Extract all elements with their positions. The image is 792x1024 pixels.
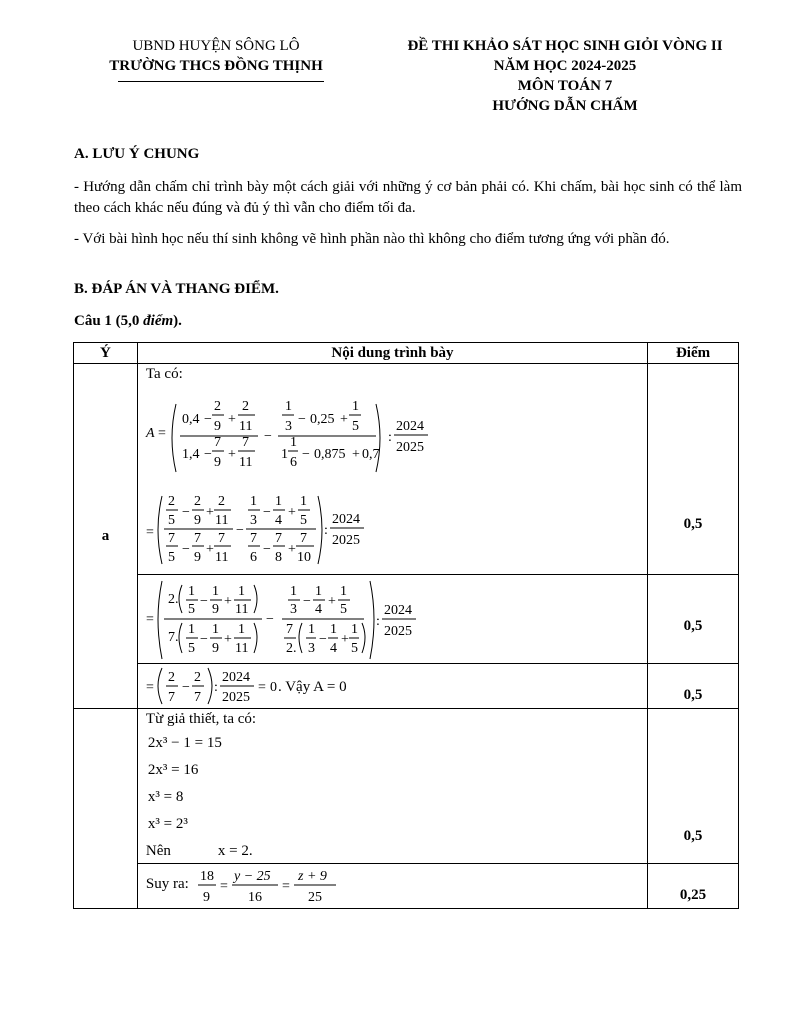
equation-2: 2x³ = 16 [147,762,199,778]
question-1-label: Câu 1 (5,0 điểm). [74,313,182,329]
subject: MÔN TOÁN 7 [517,78,613,94]
math-sym: + [223,594,232,609]
math-num: 4 [274,513,282,528]
content-cell [137,364,647,575]
math-num: 2024 [221,670,250,685]
math-num: 1 [249,494,257,509]
math-num: 5 [299,513,307,528]
math-num: 9 [211,602,219,617]
math-sym: + [205,542,214,557]
math-num: 2 [193,494,201,509]
math-num: 5 [187,641,195,656]
math-sym: − [297,412,306,427]
math-num: 1 [187,584,195,599]
math-num: 7 [285,622,293,637]
math-num: 1 [314,584,322,599]
math-num: 7 [249,531,257,546]
grading-table [73,342,739,909]
math-num: 11 [214,513,229,528]
math-expr: y − 25 [233,869,271,884]
math-num: 5 [350,641,358,656]
math-num: 9 [193,513,201,528]
math-sym: − [318,632,327,647]
math-num: 7 [213,435,221,450]
formula-a-definition [138,364,648,574]
math-num: 7 [299,531,307,546]
math-num: 2. [167,592,179,607]
math-num: 1 [299,494,307,509]
math-num: 11 [238,455,253,470]
math-num: 0,4 [181,412,200,427]
math-sym: = [145,612,154,627]
col-header-part: Ý [74,343,138,364]
math-num: 9 [193,550,201,565]
math-num: 4 [314,602,322,617]
math-num: 9 [211,641,219,656]
math-sym: + [351,447,360,462]
math-num: 3 [284,419,292,434]
row5-points: 0,25 [648,864,739,909]
math-sym: : [387,430,392,445]
math-num: 2025 [383,624,412,639]
math-num: 7 [217,531,225,546]
math-expr: z + 9 [297,869,327,884]
math-num: 7 [274,531,282,546]
math-num: 1 [289,435,297,450]
section-b-title: B. ĐÁP ÁN VÀ THANG ĐIỂM. [74,281,279,297]
math-num: 5 [339,602,347,617]
math-num: 7 [167,531,175,546]
col-header-points: Điểm [648,343,739,364]
math-sym: : [213,680,218,695]
content-cell [137,709,647,864]
math-num: 1 [237,584,245,599]
math-sym: : [323,523,328,538]
math-sym: + [227,412,236,427]
math-sym: − [301,447,310,462]
math-num: 2 [217,494,225,509]
math-sym: = [257,680,266,695]
math-num: 7 [193,690,201,705]
conclusion-text: . Vậy A = 0 [277,679,347,695]
math-var: A [145,426,155,441]
row5-intro: Từ giả thiết, ta có: [145,711,257,727]
formula-factored [138,575,648,663]
math-num: 1 [350,622,358,637]
math-sym: + [223,632,232,647]
math-num: 11 [238,419,253,434]
math-num: 3 [249,513,257,528]
row5-nen: Nên [145,843,171,859]
math-num: 5 [167,550,175,565]
math-sym: = [145,680,154,695]
math-num: 0 [269,680,277,695]
math-num: 7 [241,435,249,450]
math-sym: = [219,879,228,894]
math-sym: − [199,594,208,609]
content-cell [137,664,647,709]
math-num: 1 [211,622,219,637]
math-num: 1 [284,399,292,414]
math-num: 9 [202,890,210,905]
math-num: 1 [211,584,219,599]
math-num: 7. [167,630,179,645]
math-num: 3 [307,641,315,656]
school-header [100,36,332,76]
table-row [74,575,739,664]
equation-4: x³ = 2³ [147,816,188,832]
math-sym: − [265,612,274,627]
math-num: 2025 [331,533,360,548]
math-num: 1 [280,447,288,462]
math-sym: + [227,447,236,462]
math-num: 18 [199,869,214,884]
col-header-content: Nội dung trình bày [137,343,647,364]
equation-3: x³ = 8 [147,789,184,805]
math-num: 1,4 [181,447,200,462]
math-num: 1 [237,622,245,637]
row1-points: 0,5 [648,364,739,575]
table-row [74,864,739,909]
math-num: 2024 [331,512,360,527]
math-sym: − [181,680,190,695]
math-num: 2025 [221,690,250,705]
math-sym: + [327,594,336,609]
math-sym: − [181,505,190,520]
math-sym: − [203,412,212,427]
math-num: 7 [193,531,201,546]
row4-points: 0,5 [648,709,739,864]
math-num: 2 [193,670,201,685]
math-sym: − [262,542,271,557]
section-a-title: A. LƯU Ý CHUNG [74,146,200,162]
formula-result [138,664,648,708]
math-sym: + [340,632,349,647]
math-num: 2025 [395,440,424,455]
part-b-label [74,709,138,909]
math-num: 16 [247,890,262,905]
math-sym: − [199,632,208,647]
doc-type: HƯỚNG DẪN CHẤM [492,98,638,114]
math-num: 2 [167,494,175,509]
row1-intro: Ta có: [145,366,183,382]
table-header-row [74,343,739,364]
math-num: 1 [351,399,359,414]
math-num: 9 [213,455,221,470]
math-num: 1 [329,622,337,637]
school-year: NĂM HỌC 2024-2025 [493,58,637,74]
math-sym: − [181,542,190,557]
math-num: 1 [274,494,282,509]
equation-1: 2x³ − 1 = 15 [147,735,222,751]
math-sym: = [145,525,154,540]
math-num: 5 [351,419,359,434]
header-divider [118,81,324,82]
math-num: 11 [234,641,249,656]
math-num: 0,25 [309,412,335,427]
math-sym: − [262,505,271,520]
math-num: 25 [307,890,322,905]
math-num: 5 [187,602,195,617]
math-num: 3 [289,602,297,617]
math-num: 2024 [395,419,424,434]
math-num: 2. [285,641,297,656]
math-sym: = [281,879,290,894]
math-num: 10 [296,550,311,565]
section-a-para1: - Hướng dẫn chấm chỉ trình bày một cách giải với những ý cơ bản phải có. Khi chấm, bài học sinh có thể làm theo cách khác nếu đúng và đủ ý thì vẫn cho điểm tối đa. [74,179,742,216]
math-sym: − [235,523,244,538]
math-num: 2 [213,399,221,414]
part-a-label: a [74,364,138,709]
math-sym: + [287,505,296,520]
school-name: TRƯỜNG THCS ĐỒNG THỊNH [109,58,323,74]
table-row [74,709,739,864]
math-num: 1 [187,622,195,637]
section-a-para2: - Với bài hình học nếu thí sinh không vẽ hình phần nào thì không cho điểm tương ứng với phần đó. [74,231,670,247]
math-sym: + [205,505,214,520]
row3-points: 0,5 [648,664,739,709]
exam-header [372,36,758,116]
math-num: 1 [339,584,347,599]
formula-proportion [194,864,494,908]
math-num: 9 [213,419,221,434]
math-num: 5 [167,513,175,528]
math-num: 8 [274,550,282,565]
district-name: UBND HUYỆN SÔNG LÔ [132,38,300,54]
paren-left [172,404,176,472]
math-sym: + [287,542,296,557]
math-sym: : [375,614,380,629]
math-num: 11 [234,602,249,617]
math-sym: − [203,447,212,462]
math-num: 4 [329,641,337,656]
math-sym: = [157,426,166,441]
exam-title: ĐỀ THI KHẢO SÁT HỌC SINH GIỎI VÒNG II [407,38,723,54]
math-num: 2024 [383,603,412,618]
math-num: 11 [214,550,229,565]
math-sym: + [339,412,348,427]
math-num: 7 [167,690,175,705]
row2-points: 0,5 [648,575,739,664]
row5-x: x = 2. [217,843,253,859]
math-sym: − [302,594,311,609]
math-num: 0,875 [313,447,346,462]
math-num: 1 [289,584,297,599]
table-row [74,664,739,709]
content-cell [137,575,647,664]
math-num: 6 [249,550,257,565]
math-num: 6 [289,455,297,470]
row6-label: Suy ra: [145,876,189,892]
table-row [74,364,739,575]
math-num: 1 [307,622,315,637]
math-num: 2 [167,670,175,685]
math-num: 2 [241,399,249,414]
math-num: 0,7 [361,447,380,462]
math-sym: − [263,429,272,444]
content-cell [137,864,647,909]
